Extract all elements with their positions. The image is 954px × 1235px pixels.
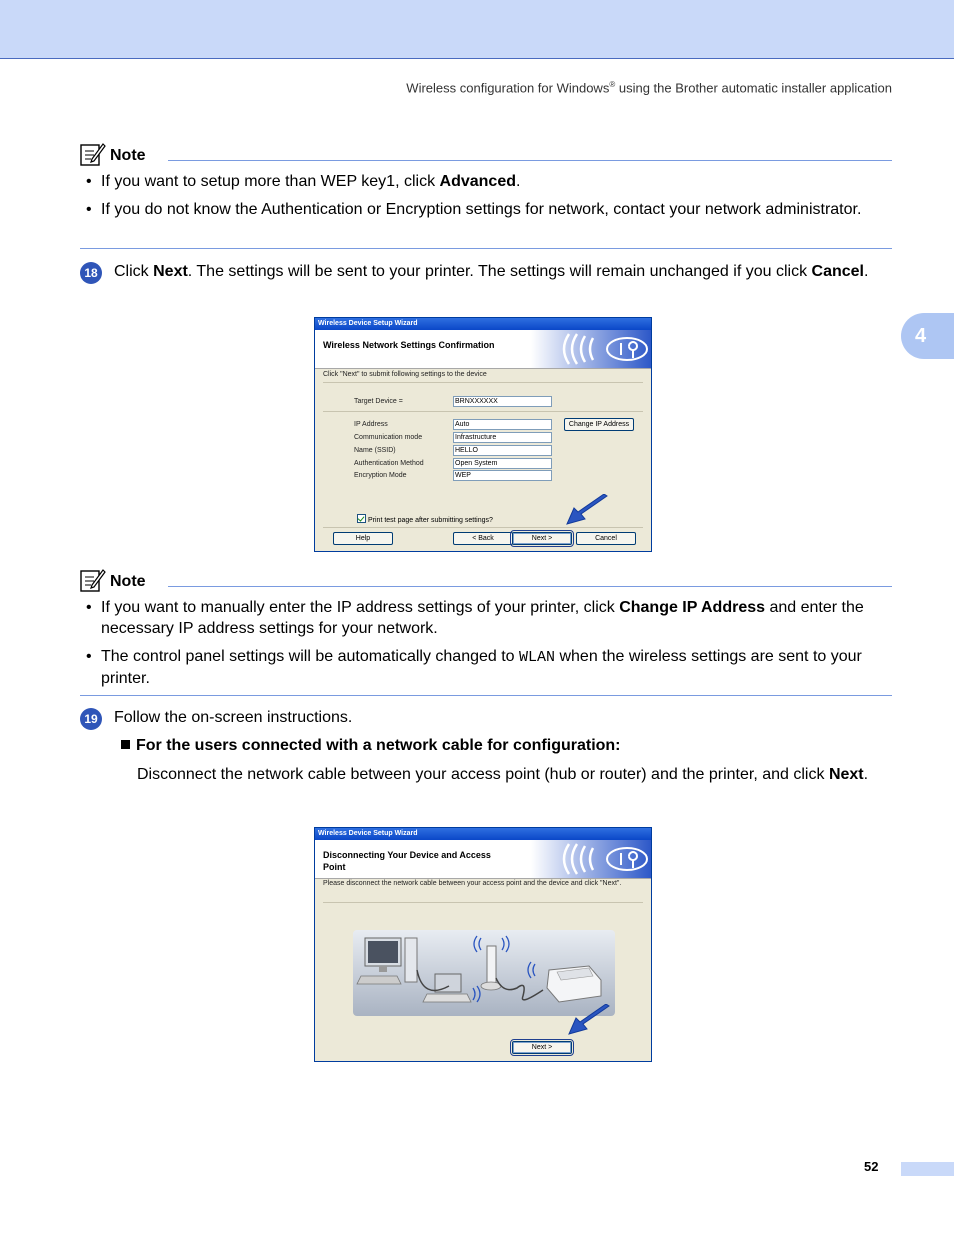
next-button[interactable]: Next >	[512, 1041, 572, 1054]
note-rule	[168, 160, 892, 161]
settings-confirmation-dialog	[314, 317, 652, 552]
note-bullet: • The control panel settings will be automatically changed to WLAN when the wireless settings are sent to your printer.	[86, 648, 862, 687]
note-pencil-icon	[80, 568, 106, 592]
step-number-badge: 18	[80, 262, 102, 284]
authentication-method-value: Open System	[453, 458, 552, 469]
pointer-arrow-icon	[565, 1004, 611, 1036]
dialog-separator	[323, 527, 643, 528]
note-header	[80, 568, 892, 594]
ip-address-label: IP Address	[354, 421, 388, 428]
communication-mode-value: Infrastructure	[453, 432, 552, 443]
sub-body: Disconnect the network cable between your access point (hub or router) and the printer, and click Next.	[137, 766, 869, 783]
dialog-separator	[323, 902, 643, 903]
step-18: 18 Click Next. The settings will be sent to your printer. The settings will remain unchanged if you click Cancel.	[80, 262, 892, 282]
encryption-mode-value: WEP	[453, 470, 552, 481]
dialog-heading: Disconnecting Your Device and Access Point	[323, 850, 491, 872]
page-number: 52	[864, 1159, 879, 1174]
note-label: Note	[110, 573, 146, 590]
cancel-button[interactable]: Cancel	[576, 532, 636, 545]
running-head: Wireless configuration for Windows® using the Brother automatic installer application	[406, 80, 892, 96]
wireless-logo-icon	[531, 330, 651, 368]
dialog-title-bar: Wireless Device Setup Wizard	[315, 828, 651, 840]
top-band	[0, 0, 954, 59]
encryption-mode-label: Encryption Mode	[354, 472, 407, 479]
dialog-title-bar: Wireless Device Setup Wizard	[315, 318, 651, 330]
ssid-value: HELLO	[453, 445, 552, 456]
step-19: 19 Follow the on-screen instructions.	[80, 708, 892, 728]
checkbox-checked-icon[interactable]	[357, 514, 366, 523]
dialog-separator	[323, 382, 643, 383]
note-bullet: • If you do not know the Authentication or Encryption settings for network, contact your network administrator.	[86, 201, 862, 218]
step-number-badge: 19	[80, 708, 102, 730]
pointer-arrow-icon	[563, 494, 609, 526]
help-button[interactable]: Help	[333, 532, 393, 545]
page-number-band	[901, 1162, 954, 1176]
print-test-page-checkbox[interactable]: Print test page after submitting settings?	[357, 514, 493, 524]
note-end-rule	[80, 248, 892, 249]
note-bullet: • If you want to setup more than WEP key1, click Advanced.	[86, 173, 521, 190]
disconnect-dialog	[314, 827, 652, 1062]
dialog-header	[315, 330, 651, 369]
note-rule	[168, 586, 892, 587]
sub-heading: For the users connected with a network cable for configuration:	[121, 737, 621, 755]
wireless-logo-icon	[531, 840, 651, 878]
dialog-instruction: Please disconnect the network cable between your access point and the device and click "Next".	[323, 880, 622, 887]
chapter-tab: 4	[901, 313, 954, 359]
note-label: Note	[110, 147, 146, 164]
target-device-label: Target Device =	[354, 398, 403, 405]
change-ip-address-button[interactable]: Change IP Address	[564, 418, 634, 431]
dialog-instruction: Click "Next" to submit following settings to the device	[323, 371, 487, 378]
authentication-method-label: Authentication Method	[354, 460, 424, 467]
note-bullet: • If you want to manually enter the IP address settings of your printer, click Change IP Address and enter the necessary IP address settings for your network.	[86, 599, 864, 637]
next-button[interactable]: Next >	[512, 532, 572, 545]
target-device-value: BRNXXXXXX	[453, 396, 552, 407]
ssid-label: Name (SSID)	[354, 447, 396, 454]
note-header	[80, 142, 892, 168]
communication-mode-label: Communication mode	[354, 434, 423, 441]
back-button[interactable]: < Back	[453, 532, 513, 545]
note-end-rule	[80, 695, 892, 696]
dialog-header	[315, 840, 651, 879]
dialog-separator	[323, 411, 643, 412]
note-pencil-icon	[80, 142, 106, 166]
ip-address-value: Auto	[453, 419, 552, 430]
dialog-heading: Wireless Network Settings Confirmation	[323, 340, 495, 350]
square-bullet-icon	[121, 740, 130, 749]
